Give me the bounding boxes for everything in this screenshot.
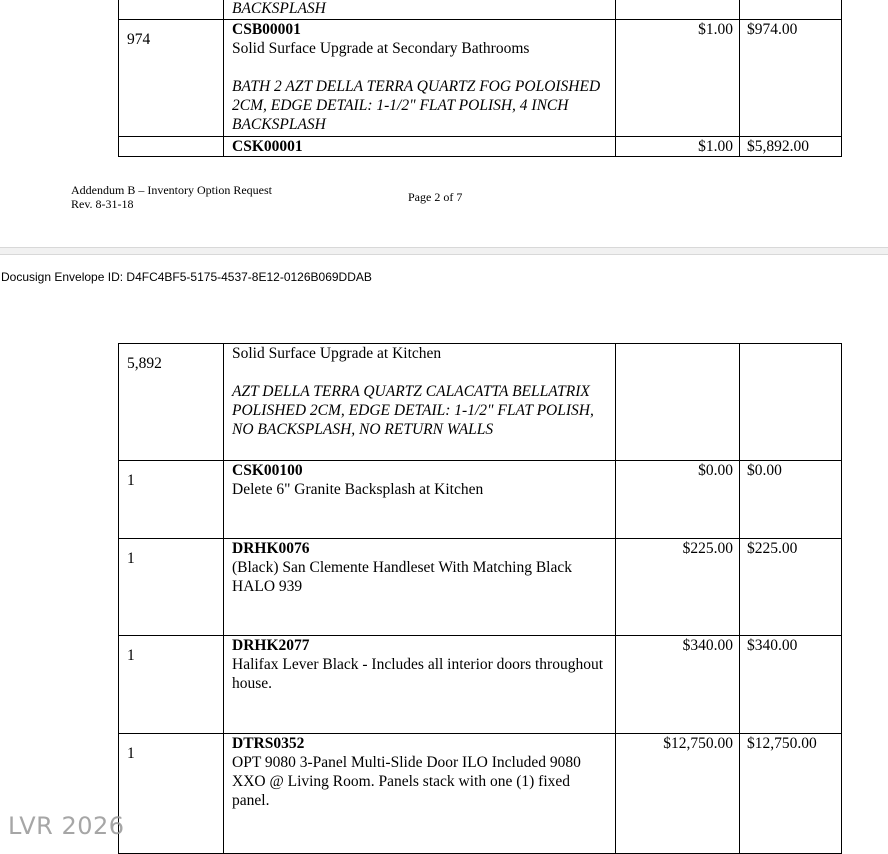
total-cell: $12,750.00	[740, 734, 842, 854]
qty-cell: 1	[119, 461, 224, 539]
document-name: Addendum B – Inventory Option Request	[71, 183, 272, 197]
item-cell	[224, 539, 616, 636]
line-items-table-top	[118, 0, 842, 157]
table-row	[119, 636, 842, 734]
item-description: OPT 9080 3-Panel Multi-Slide Door ILO Included 9080 XXO @ Living Room. Panels stack with one (1) fixed panel.	[232, 754, 581, 809]
item-spec: BATH 2 AZT DELLA TERRA QUARTZ FOG POLOISHED 2CM, EDGE DETAIL: 1-1/2" FLAT POLISH, 4 INCH BACKSPLASH	[232, 78, 601, 133]
qty-cell	[119, 137, 224, 157]
price-cell: $0.00	[616, 461, 740, 539]
item-code: CSB00001	[232, 21, 301, 38]
item-cell	[224, 461, 616, 539]
table-row	[119, 20, 842, 137]
total-cell: $225.00	[740, 539, 842, 636]
qty-cell: 5,892	[119, 344, 224, 461]
price-cell	[616, 0, 740, 20]
qty-cell: 1	[119, 734, 224, 854]
qty-cell: 974	[119, 20, 224, 137]
table-row	[119, 344, 842, 461]
price-cell: $225.00	[616, 539, 740, 636]
item-cell	[224, 20, 616, 137]
table-row	[119, 0, 842, 20]
total-cell: $0.00	[740, 461, 842, 539]
revision-label: Rev. 8-31-18	[71, 197, 134, 211]
price-cell: $340.00	[616, 636, 740, 734]
item-spec: AZT DELLA TERRA QUARTZ CALACATTA BELLATRIX POLISHED 2CM, EDGE DETAIL: 1-1/2" FLAT POLISH, NO BACKSPLASH, NO RETURN WALLS	[232, 383, 594, 438]
line-items-table-bottom	[118, 343, 842, 854]
item-code: CSK00100	[232, 462, 303, 479]
total-cell: $340.00	[740, 636, 842, 734]
table-row	[119, 461, 842, 539]
item-description: Solid Surface Upgrade at Secondary Bathrooms	[232, 40, 530, 57]
item-cell	[224, 636, 616, 734]
item-cell	[224, 734, 616, 854]
item-description: (Black) San Clemente Handleset With Matching Black HALO 939	[232, 559, 573, 595]
table-row	[119, 734, 842, 854]
item-code: DRHK0076	[232, 540, 310, 557]
qty-cell: 1	[119, 539, 224, 636]
total-cell: $5,892.00	[740, 137, 842, 157]
page-footer	[71, 183, 272, 211]
watermark-text: LVR 2026	[8, 812, 125, 840]
item-cell	[224, 344, 616, 461]
page-number: Page 2 of 7	[408, 190, 463, 204]
qty-cell	[119, 0, 224, 20]
price-cell: $1.00	[616, 20, 740, 137]
item-cell	[224, 0, 616, 20]
price-cell: $1.00	[616, 137, 740, 157]
table-row	[119, 137, 842, 157]
item-description: Halifax Lever Black - Includes all interior doors throughout house.	[232, 656, 604, 692]
price-cell: $12,750.00	[616, 734, 740, 854]
total-cell	[740, 0, 842, 20]
item-code: DTRS0352	[232, 735, 305, 752]
total-cell: $974.00	[740, 20, 842, 137]
qty-cell: 1	[119, 636, 224, 734]
item-description: Solid Surface Upgrade at Kitchen	[232, 345, 442, 362]
table-row	[119, 539, 842, 636]
item-code: CSK00001	[232, 138, 303, 155]
item-spec: BACKSPLASH	[232, 0, 326, 17]
item-code: DRHK2077	[232, 637, 310, 654]
item-cell	[224, 137, 616, 157]
total-cell	[740, 344, 842, 461]
item-description: Delete 6" Granite Backsplash at Kitchen	[232, 481, 484, 498]
price-cell	[616, 344, 740, 461]
docusign-envelope-id: Docusign Envelope ID: D4FC4BF5-5175-4537-8E12-0126B069DDAB	[1, 270, 372, 284]
page-separator	[0, 247, 888, 255]
